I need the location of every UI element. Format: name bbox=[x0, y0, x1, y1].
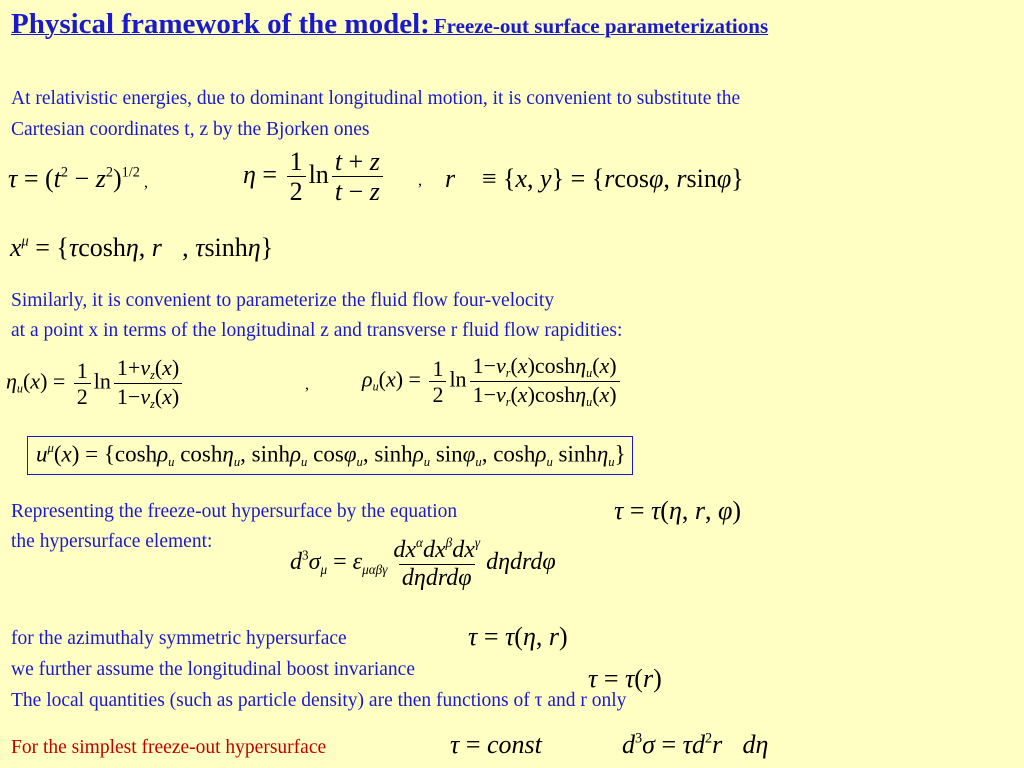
formula-d3-sigma: $d^3\sigma$ = $\tau d^2r⃗d\eta$ bbox=[622, 730, 769, 759]
flow-text-line-1: Similarly, it is convenient to parameterize the fluid flow four-velocity bbox=[11, 290, 555, 311]
local-quantities-text: The local quantities (such as particle density) are then functions of τ and r only bbox=[11, 690, 627, 711]
flow-text-line-2: at a point x in terms of the longitudinal z and transverse r fluid flow rapidities: bbox=[11, 320, 623, 341]
formula-x-mu: $x^\mu = \{\tau\cosh\eta$, r⃗, τsinhη} bbox=[10, 233, 274, 262]
formula-four-velocity-box: $u^\mu(x) = \{\cosh\rho_u$ coshη$_u$, sinhρ$_u$ cosφ$_u$, sinhρ$_u$ sinφ$_u$, coshρ$_u$ sinhη$_u$} bbox=[27, 436, 633, 475]
formula-separator-comma: , bbox=[418, 172, 422, 189]
simplest-hypersurface-text: For the simplest freeze-out hypersurface bbox=[11, 737, 327, 758]
formula-tau-eta-r-phi: τ = τ(η, r, φ) bbox=[614, 496, 742, 525]
intro-text-line-2: Cartesian coordinates t, z by the Bjorken ones bbox=[11, 119, 370, 140]
title-sub: Freeze-out surface parameterizations bbox=[433, 14, 769, 38]
formula-rho-u: $\rho_u(x)$ = $\frac{1}{2}$ ln $\frac{1-v_r(x)\cosh\eta_u(x)}{1-v_r(x)\cosh\eta_u(x)}$ bbox=[362, 354, 623, 409]
formula-tau-eta-r: τ = τ(η, r) bbox=[468, 622, 568, 651]
intro-text-line-1: At relativistic energies, due to dominant longitudinal motion, it is convenient to substitute the bbox=[11, 88, 741, 109]
formula-tau-const: τ = const bbox=[450, 730, 542, 759]
formula-eta-definition: η = $\frac{1}{2}$ ln $\frac{t + z}{t - z}$ bbox=[243, 148, 386, 206]
formula-separator-comma-2: , bbox=[305, 376, 309, 393]
formula-tau-r: τ = τ(r) bbox=[588, 664, 662, 693]
hypersurface-text-line-2: the hypersurface element: bbox=[11, 531, 213, 552]
formula-eta-u: $\eta_u(x)$ = $\frac{1}{2}$ ln $\frac{1+v_z(x)}{1-v_z(x)}$ bbox=[6, 356, 185, 411]
boost-invariance-text: we further assume the longitudinal boost invariance bbox=[11, 659, 415, 680]
formula-hypersurface-element: $d^3\sigma_\mu = \varepsilon_{\mu\alpha\beta\gamma}$ $\frac{dx^\alpha dx^\beta dx^\gamma}{\text{dηdrdφ}}$ dηdrdφ bbox=[290, 535, 556, 592]
hypersurface-text-line-1: Representing the freeze-out hypersurface by the equation bbox=[11, 501, 458, 522]
title-main: Physical framework of the model: bbox=[11, 8, 430, 40]
formula-r-vector: r⃗ ≡ {x, y} = {rcosφ, rsinφ} bbox=[445, 164, 744, 193]
azimuthal-text: for the azimuthaly symmetric hypersurface bbox=[11, 628, 347, 649]
slide-title bbox=[11, 8, 768, 41]
formula-tau-definition: $\tau = (t^2 - z^2)^{1/2}$ , bbox=[8, 164, 148, 193]
